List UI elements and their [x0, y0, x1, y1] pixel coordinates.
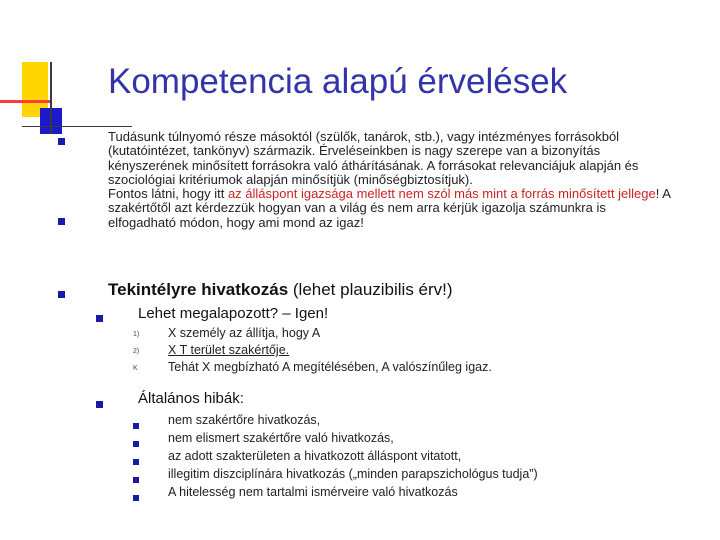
step-number: 2) [133, 348, 140, 355]
list-item: nem elismert szakértőre való hivatkozás, [168, 431, 394, 445]
section-heading [108, 280, 453, 300]
step-text: X T terület szakértője. [168, 343, 290, 357]
decor-horizontal-line [22, 126, 132, 127]
bullet-icon [133, 477, 139, 483]
intro-text-1: Tudásunk túlnyomó része másoktól (szülők, tanárok, stb.), vagy intézményes forrásokból (kutatóintézet, tankönyv) származik. Érveléseinkben is nagy szerepe van a bizonyítás kényszerének minősített forrásokra való áthárításának. A forrásokat relevanciájuk alapján és szociológiai kritériumok alapján minősítjük (minőségbiztosítjuk). [108, 129, 639, 187]
list-item: nem szakértőre hivatkozás, [168, 413, 321, 427]
bullet-icon [133, 495, 139, 501]
step-number: 1) [133, 331, 140, 338]
intro-text-2: Fontos látni, hogy itt [108, 186, 228, 202]
step-text: X személy az állítja, hogy A [168, 326, 321, 340]
list-item: az adott szakterületen a hivatkozott álláspont vitatott, [168, 449, 462, 463]
sub1-heading: Lehet megalapozott? – Igen! [138, 305, 329, 322]
step-number: K [133, 365, 138, 372]
bullet-icon [58, 291, 65, 298]
bullet-icon [58, 138, 65, 145]
decor-vertical-line [50, 62, 52, 134]
intro-text-3: ! A szakértőtől azt kérdezzük hogyan van a világ és nem arra kérjük igazolja számunkra is elfogadható módon, hogy ami mond az igaz! [108, 186, 671, 230]
step-text: Tehát X megbízható A megítélésében, A valószínűleg igaz. [168, 360, 492, 374]
slide-title: Kompetencia alapú érvelések [108, 62, 568, 101]
list-item: illegitim diszciplínára hivatkozás („minden parapszichológus tudja”) [168, 467, 538, 481]
bullet-icon [96, 315, 103, 322]
bullet-icon [96, 401, 103, 408]
section-heading-rest: (lehet plauzibilis érv!) [288, 280, 453, 299]
intro-highlight: az álláspont igazsága mellett nem szól más mint a forrás minősített jellege [227, 186, 656, 202]
sub2-heading: Általános hibák: [138, 390, 244, 407]
bullet-icon [133, 441, 139, 447]
bullet-icon [133, 459, 139, 465]
section-heading-bold: Tekintélyre hivatkozás [108, 280, 289, 299]
list-item: A hitelesség nem tartalmi ismérveire való hivatkozás [168, 485, 458, 499]
decor-red-line [0, 100, 52, 103]
intro-paragraph [108, 130, 673, 230]
bullet-icon [133, 423, 139, 429]
bullet-icon [58, 218, 65, 225]
